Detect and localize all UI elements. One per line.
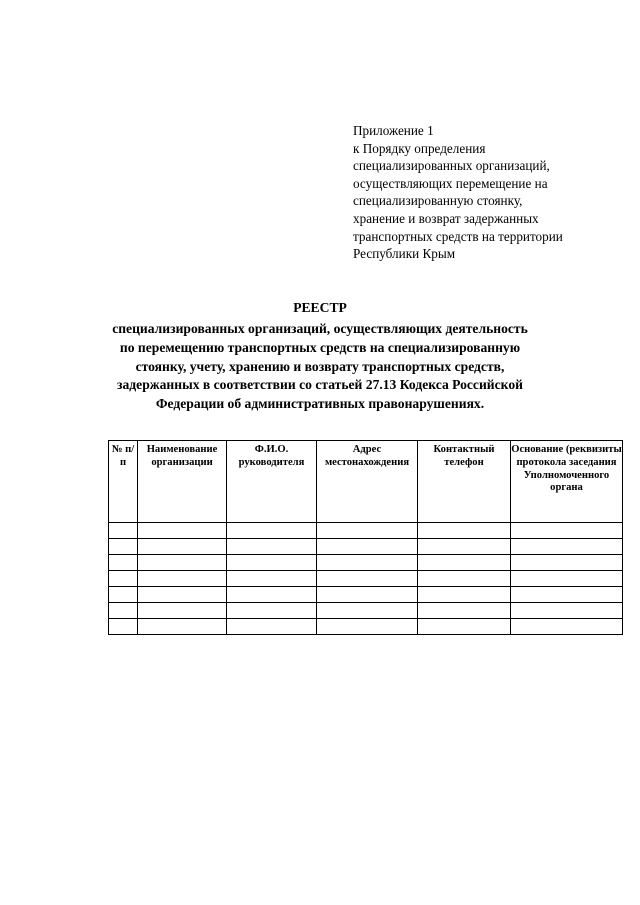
table-cell <box>418 539 511 555</box>
table-cell <box>138 555 227 571</box>
table-cell <box>511 539 623 555</box>
table-cell <box>317 619 418 635</box>
title-line: Федерации об административных правонарушениях. <box>155 396 485 412</box>
table-row <box>109 523 623 539</box>
appendix-line: хранение и возврат задержанных <box>353 210 539 226</box>
table-cell <box>138 619 227 635</box>
table-body <box>109 523 623 635</box>
table-cell <box>317 587 418 603</box>
table-cell <box>418 523 511 539</box>
title-heading: РЕЕСТР <box>293 300 347 315</box>
registry-table <box>108 440 623 635</box>
appendix-line: транспортных средств на территории <box>353 228 563 244</box>
title-line: задержанных в соответствии со статьей 27.13 Кодекса Российской <box>117 377 523 393</box>
table-header-row <box>109 441 623 523</box>
table-cell <box>138 603 227 619</box>
table-cell <box>511 587 623 603</box>
table-cell <box>138 571 227 587</box>
table-cell <box>418 619 511 635</box>
title-line: по перемещению транспортных средств на специализированную <box>119 339 521 355</box>
table-cell <box>109 555 138 571</box>
appendix-line: Приложение 1 <box>353 123 434 138</box>
table-cell <box>317 539 418 555</box>
table-cell <box>511 603 623 619</box>
table-cell <box>227 619 317 635</box>
appendix-line: осуществляющих перемещение на <box>353 175 548 191</box>
table-cell <box>227 571 317 587</box>
header-number: № п/п <box>109 441 138 523</box>
header-address: Адрес местонахождения <box>317 441 418 523</box>
table-cell <box>418 587 511 603</box>
table-cell <box>227 603 317 619</box>
table-cell <box>511 555 623 571</box>
table-cell <box>109 587 138 603</box>
table-cell <box>511 571 623 587</box>
table-cell <box>109 523 138 539</box>
table-cell <box>227 587 317 603</box>
title-line: стоянку, учету, хранению и возврату транспортных средств, <box>135 358 505 374</box>
header-basis: Основание (реквизиты протокола заседания Уполномоченного органа <box>511 441 623 523</box>
document-title <box>60 298 580 414</box>
table-cell <box>317 571 418 587</box>
table-row <box>109 587 623 603</box>
appendix-line: специализированных организаций, <box>353 158 550 174</box>
table-cell <box>109 603 138 619</box>
header-organization-name: Наименование организации <box>138 441 227 523</box>
title-line: специализированных организаций, осуществляющих деятельность <box>112 321 528 336</box>
table-cell <box>138 587 227 603</box>
table-row <box>109 619 623 635</box>
table-cell <box>138 539 227 555</box>
table-row <box>109 555 623 571</box>
table-cell <box>511 619 623 635</box>
table-cell <box>138 523 227 539</box>
table-cell <box>227 555 317 571</box>
table-cell <box>511 523 623 539</box>
table-row <box>109 539 623 555</box>
table-cell <box>317 603 418 619</box>
appendix-line: специализированную стоянку, <box>353 193 523 209</box>
appendix-line: к Порядку определения <box>353 140 486 156</box>
table-cell <box>418 571 511 587</box>
table-cell <box>109 539 138 555</box>
header-contact-phone: Контактный телефон <box>418 441 511 523</box>
table-cell <box>109 619 138 635</box>
header-director-name: Ф.И.О. руководителя <box>227 441 317 523</box>
appendix-note <box>353 122 633 263</box>
table-cell <box>317 555 418 571</box>
table-row <box>109 571 623 587</box>
appendix-line: Республики Крым <box>353 246 456 262</box>
table-row <box>109 603 623 619</box>
table-cell <box>227 539 317 555</box>
table-cell <box>109 571 138 587</box>
table-cell <box>317 523 418 539</box>
table-cell <box>227 523 317 539</box>
table-cell <box>418 603 511 619</box>
table-cell <box>418 555 511 571</box>
